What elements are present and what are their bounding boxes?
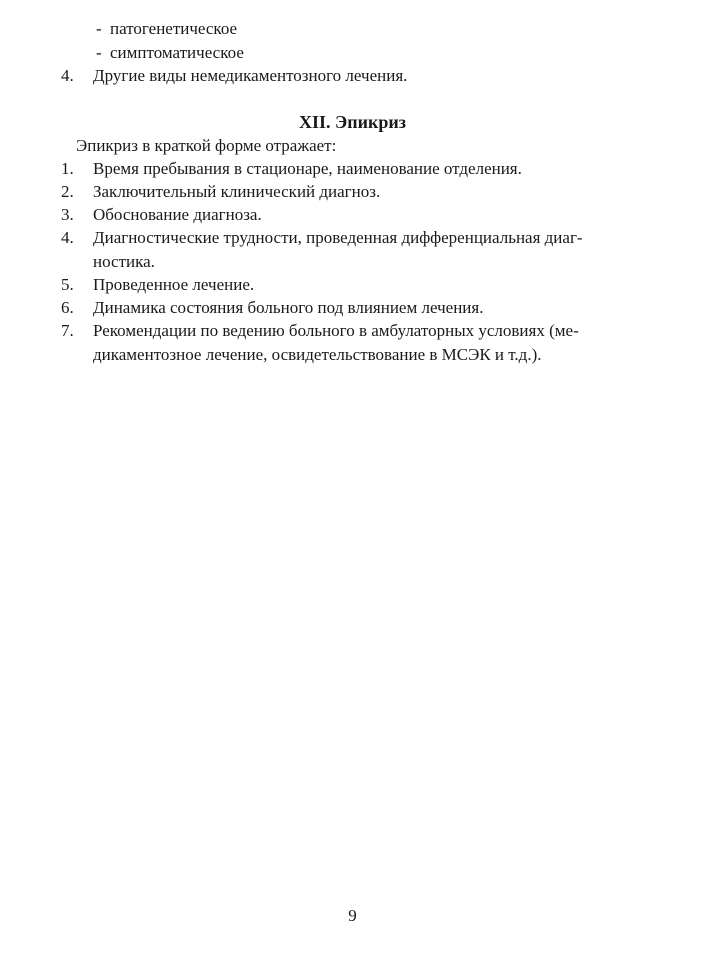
list-item-continuation	[93, 251, 155, 273]
list-item-number: 4.	[61, 66, 74, 85]
list-item-text: Проведенное лечение.	[93, 275, 255, 294]
list-item-text: Динамика состояния больного под влиянием лечения.	[93, 298, 484, 317]
list-item	[0, 204, 705, 226]
dash-bullet: -	[96, 43, 102, 62]
dash-item-text: патогенетическое	[110, 19, 238, 38]
list-item-text: дикаментозное лечение, освидетельствование в МСЭК и т.д.).	[93, 345, 542, 364]
list-item	[0, 227, 705, 249]
list-item-text: ностика.	[93, 252, 155, 271]
list-item-number: 1.	[61, 159, 74, 178]
list-item	[0, 158, 705, 180]
list-item-text: Другие виды немедикаментозного лечения.	[93, 66, 408, 85]
list-item-text: Обоснование диагноза.	[93, 205, 262, 224]
list-item-number: 4.	[61, 228, 74, 247]
list-item-number: 7.	[61, 321, 74, 340]
dash-list-item	[96, 18, 237, 40]
page-number: 9	[348, 906, 357, 925]
dash-bullet: -	[96, 19, 102, 38]
list-item-number: 5.	[61, 275, 74, 294]
section-heading: XII. Эпикриз	[299, 112, 406, 132]
list-item	[0, 297, 705, 319]
list-item-text: Время пребывания в стационаре, наименование отделения.	[93, 159, 522, 178]
list-item-text: Заключительный клинический диагноз.	[93, 182, 381, 201]
list-item-number: 2.	[61, 182, 74, 201]
section-intro: Эпикриз в краткой форме отражает:	[76, 136, 337, 155]
list-item-text: Рекомендации по ведению больного в амбулаторных условиях (ме-	[93, 321, 579, 340]
list-item-continuation	[93, 344, 541, 366]
list-item	[0, 320, 705, 342]
list-item-number: 6.	[61, 298, 74, 317]
list-item	[0, 274, 705, 296]
list-item	[0, 181, 705, 203]
dash-item-text: симптоматическое	[110, 43, 244, 62]
dash-list-item	[96, 42, 244, 64]
list-item	[0, 65, 705, 87]
list-item-text: Диагностические трудности, проведенная дифференциальная диаг-	[93, 228, 583, 247]
list-item-number: 3.	[61, 205, 74, 224]
